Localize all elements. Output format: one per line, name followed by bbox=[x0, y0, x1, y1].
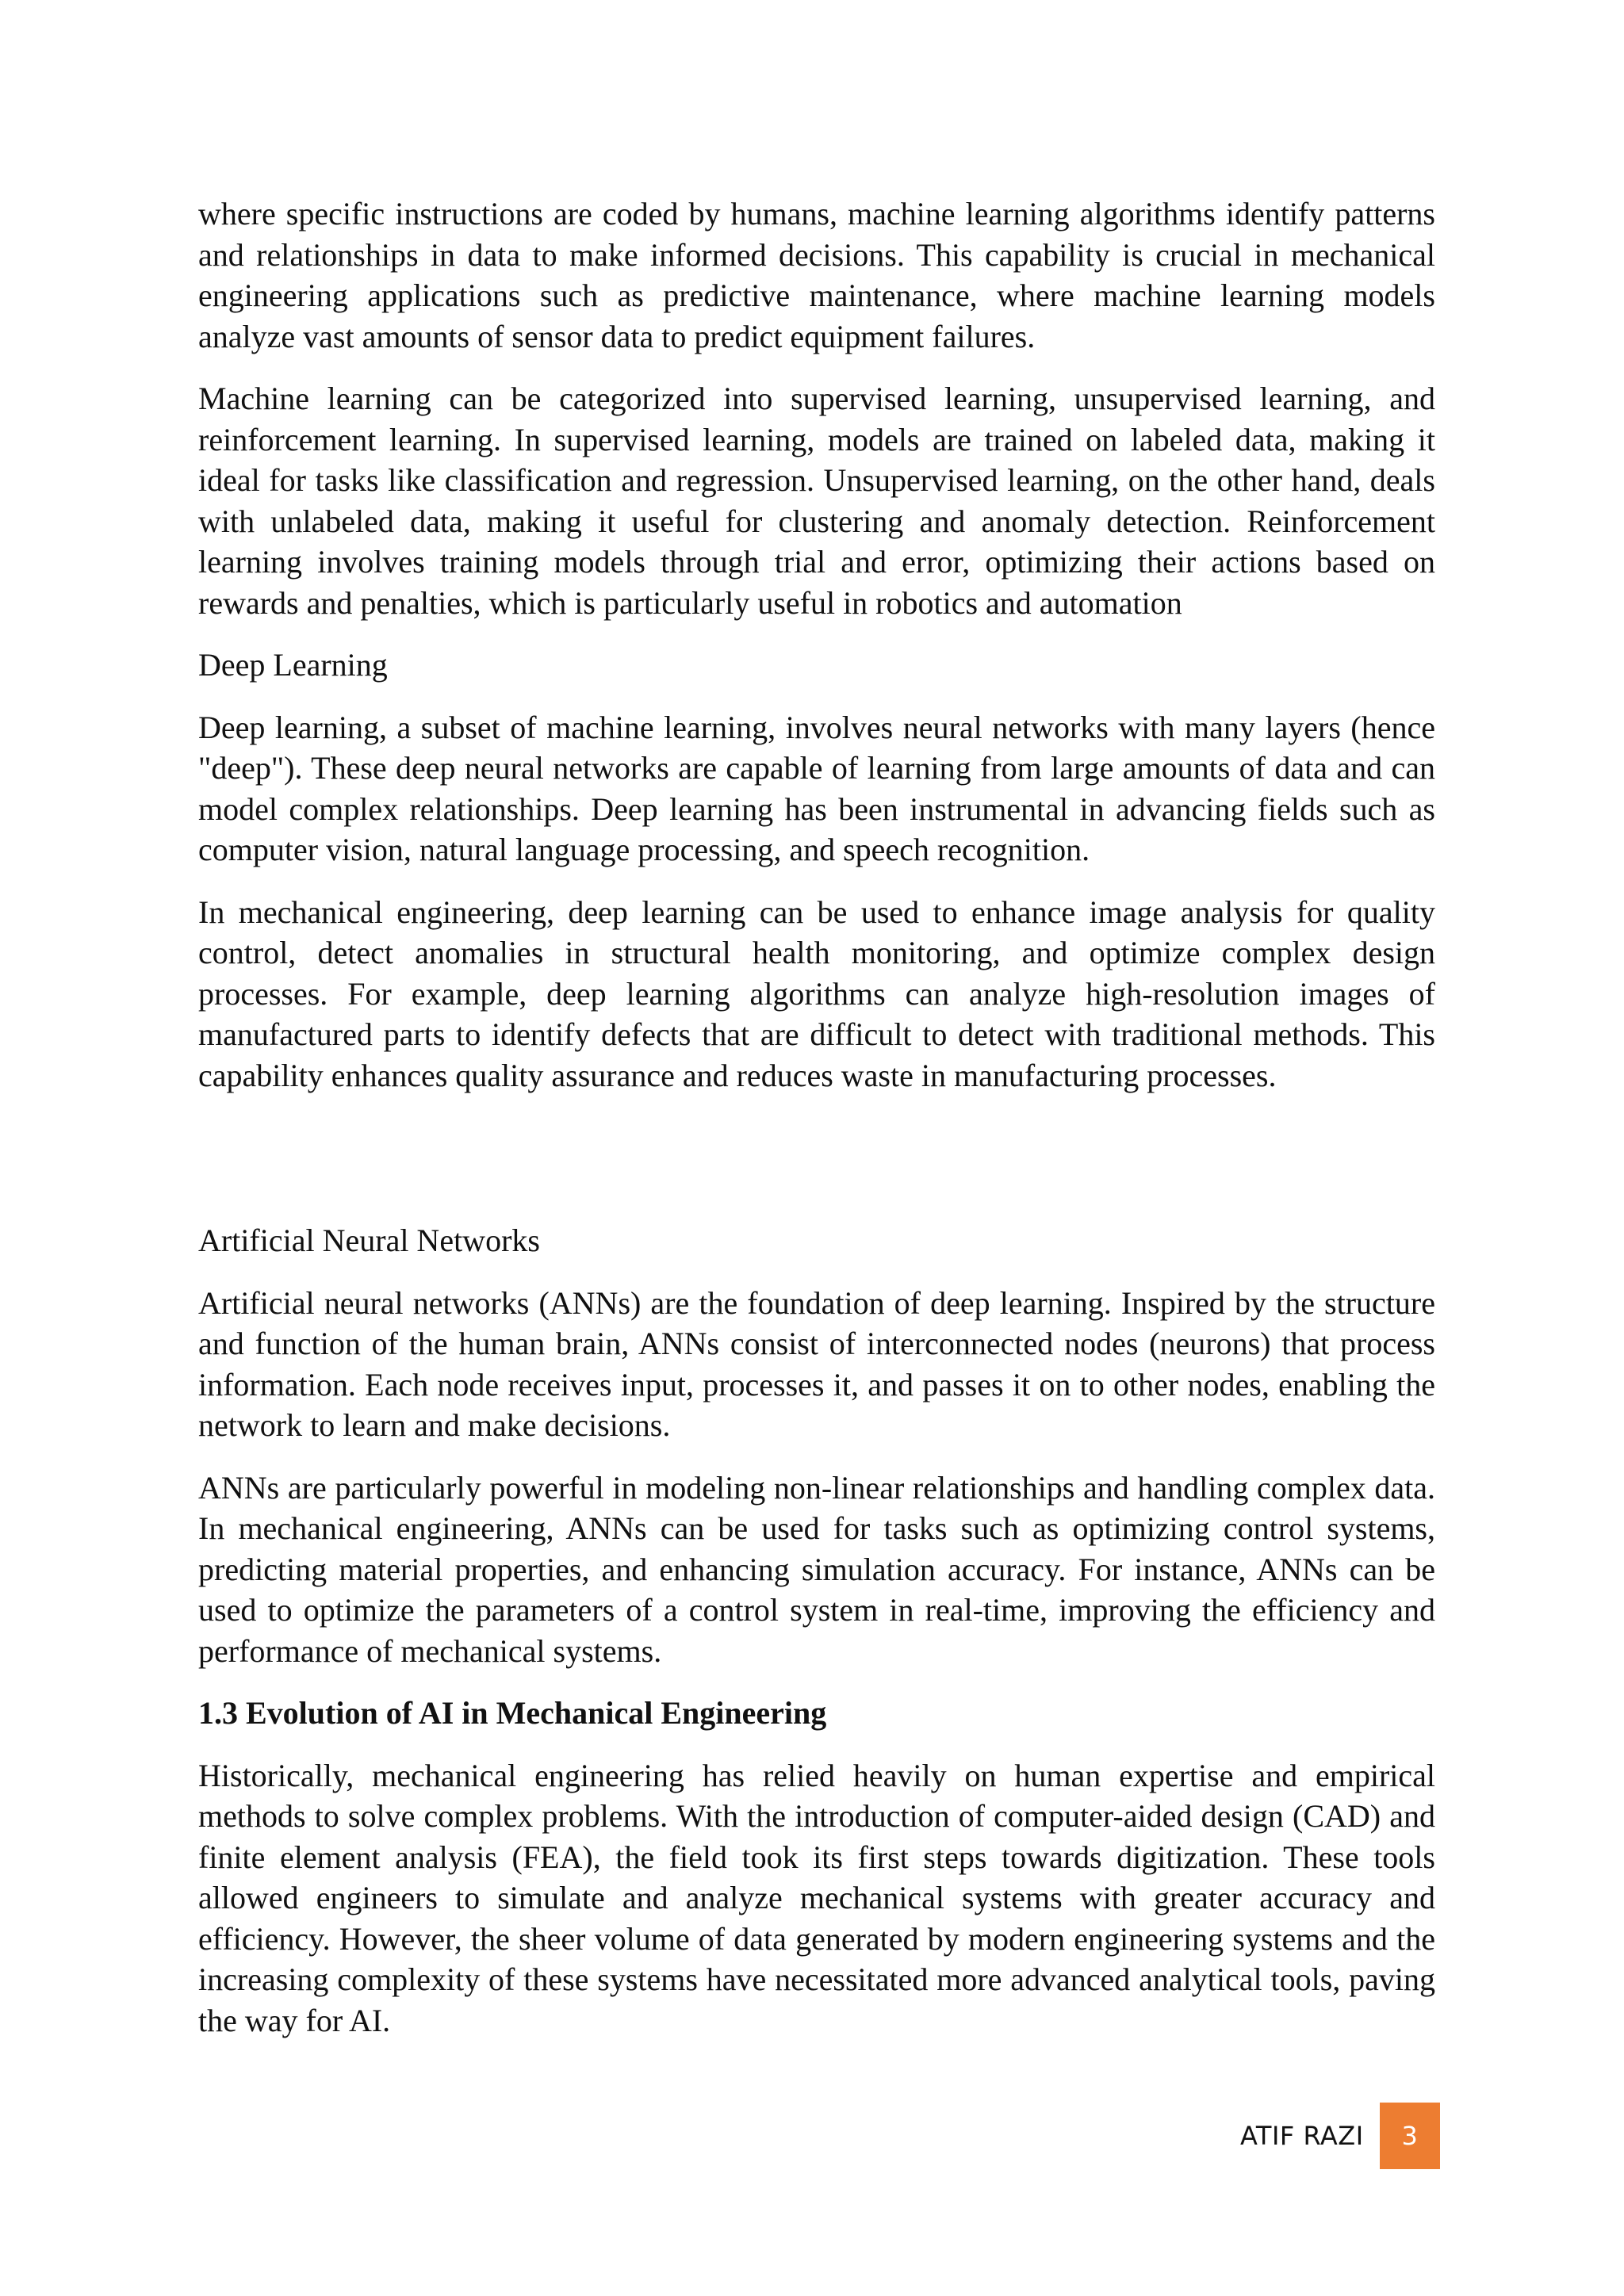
paragraph-deep-learning-definition: Deep learning, a subset of machine learning, involves neural networks with many layers (hence "deep"). These deep neural networks are capable of learning from large amounts of data and can model complex relationships. Deep learning has been instrumental in advancing fields such as computer vision, natural language processing, and speech recognition. bbox=[198, 709, 1435, 867]
paragraph-ml-intro: where specific instructions are coded by humans, machine learning algorithms identify patterns and relationships in data to make informed decisions. This capability is crucial in mechanical engineering applications such as predictive maintenance, where machine learning models analyze vast amounts of sensor data to predict equipment failures. bbox=[198, 196, 1435, 354]
paragraph-ann-applications: ANNs are particularly powerful in modeling non-linear relationships and handling complex data. In mechanical engineering, ANNs can be used for tasks such as optimizing control systems, predicting material properties, and enhancing simulation accuracy. For instance, ANNs can be used to optimize the parameters of a control system in real-time, improving the efficiency and performance of mechanical systems. bbox=[198, 1469, 1435, 1669]
page-footer bbox=[1240, 2103, 1440, 2169]
paragraph-ann-definition: Artificial neural networks (ANNs) are the foundation of deep learning. Inspired by the structure and function of the human brain, ANNs consist of interconnected nodes (neurons) that process information. Each node receives input, processes it, and passes it on to other nodes, enabling the network to learn and make decisions. bbox=[198, 1284, 1435, 1443]
page-number-badge: 3 bbox=[1380, 2103, 1440, 2169]
section-heading-evolution: 1.3 Evolution of AI in Mechanical Engineering bbox=[198, 1695, 827, 1731]
heading-deep-learning: Deep Learning bbox=[198, 647, 388, 683]
paragraph-ml-categories: Machine learning can be categorized into supervised learning, unsupervised learning, and reinforcement learning. In supervised learning, models are trained on labeled data, making it ideal for tasks like classification and regression. Unsupervised learning, on the other hand, deals with unlabeled data, making it useful for clustering and anomaly detection. Reinforcement learning involves training models through trial and error, optimizing their actions based on rewards and penalties, which is particularly useful in robotics and automation bbox=[198, 381, 1435, 621]
blank-space bbox=[198, 1117, 1435, 1220]
footer-author: ATIF RAZI bbox=[1240, 2121, 1364, 2151]
heading-artificial-neural-networks: Artificial Neural Networks bbox=[198, 1223, 540, 1258]
paragraph-deep-learning-applications: In mechanical engineering, deep learning can be used to enhance image analysis for quality control, detect anomalies in structural health monitoring, and optimize complex design processes. For example, deep learning algorithms can analyze high-resolution images of manufactured parts to identify defects that are difficult to detect with traditional methods. This capability enhances quality assurance and reduces waste in manufacturing processes. bbox=[198, 894, 1435, 1093]
paragraph-evolution-history: Historically, mechanical engineering has relied heavily on human expertise and empirical methods to solve complex problems. With the introduction of computer-aided design (CAD) and finite element analysis (FEA), the field took its first steps towards digitization. These tools allowed engineers to simulate and analyze mechanical systems with greater accuracy and efficiency. However, the sheer volume of data generated by modern engineering systems and the increasing complexity of these systems have necessitated more advanced analytical tools, paving the way for AI. bbox=[198, 1757, 1435, 2038]
page-body bbox=[198, 193, 1435, 2062]
